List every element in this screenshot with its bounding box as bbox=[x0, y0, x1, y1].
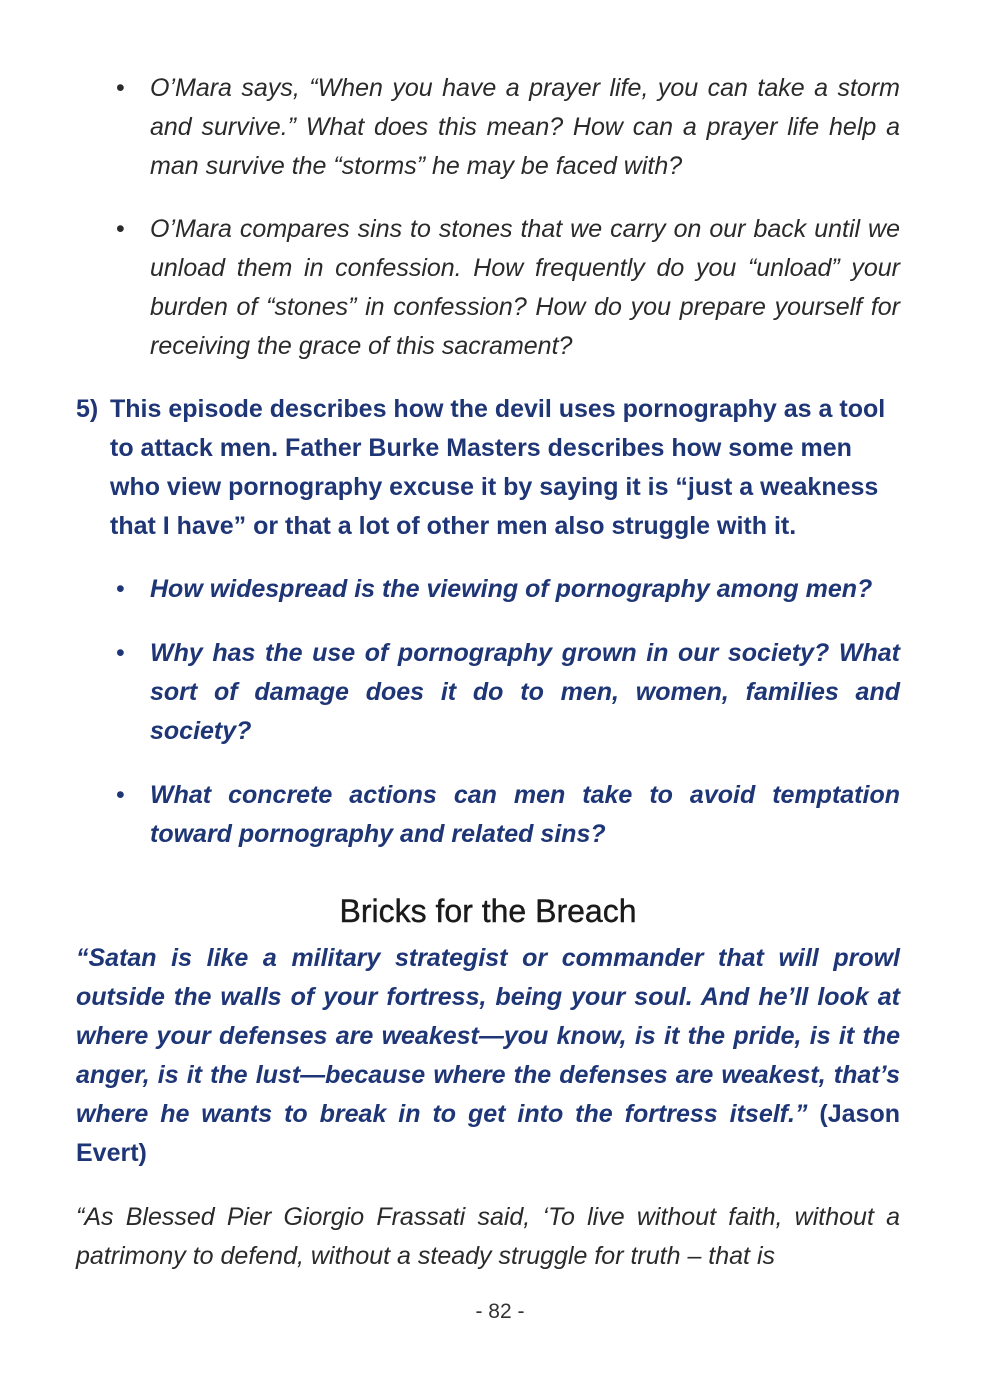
quote-block bbox=[76, 939, 900, 1173]
bullet-point: • bbox=[116, 639, 125, 667]
bullet-point: • bbox=[116, 215, 125, 243]
bullet-point: • bbox=[116, 781, 125, 809]
list-item-growth bbox=[76, 634, 900, 751]
list-item-prayer-life bbox=[76, 69, 900, 186]
bullet-text: What concrete actions can men take to avoid temptation toward pornography and related sins? bbox=[150, 781, 900, 848]
bullet-text: O’Mara compares sins to stones that we carry on our back until we unload them in confession. How frequently do you “unload” your burden of “stones” in confession? How do you prepare yourself for receiving the grace of this sacrament? bbox=[150, 215, 900, 360]
section-heading: Bricks for the Breach bbox=[339, 893, 637, 929]
page-content bbox=[76, 69, 900, 1276]
question-text: This episode describes how the devil uses pornography as a tool to attack men. Father Burke Masters describes how some men who view pornography excuse it by saying it is “just a weakness that I have” or that a lot of other men also struggle with it. bbox=[110, 395, 886, 540]
quote-text: “Satan is like a military strategist or commander that will prowl outside the walls of your fortress, being your soul. And he’ll look at where your defenses are weakest—you know, is it the pride, is it the anger, is it the lust—because where the defenses are weakest, that’s where he wants to break in to get into the fortress itself.” bbox=[76, 944, 900, 1128]
bullet-point: • bbox=[116, 74, 125, 102]
question-5 bbox=[76, 390, 900, 546]
question-number: 5) bbox=[76, 395, 99, 423]
bullet-text: How widespread is the viewing of pornography among men? bbox=[150, 575, 873, 603]
bullet-text: Why has the use of pornography grown in our society? What sort of damage does it do to men, women, families and society? bbox=[150, 639, 900, 745]
bullet-text: O’Mara says, “When you have a prayer life, you can take a storm and survive.” What does this mean? How can a prayer life help a man survive the “storms” he may be faced with? bbox=[150, 74, 900, 180]
quote-author: (Jason Evert) bbox=[76, 1100, 900, 1167]
page-number: - 82 - bbox=[475, 1300, 525, 1323]
list-item-actions bbox=[76, 776, 900, 854]
list-item-widespread bbox=[76, 570, 900, 609]
list-item-confession bbox=[76, 210, 900, 366]
bullet-point: • bbox=[116, 575, 125, 603]
frassati-paragraph: “As Blessed Pier Giorgio Frassati said, ‘To live without faith, without a patrimony to defend, without a steady struggle for truth – that is bbox=[76, 1203, 900, 1270]
